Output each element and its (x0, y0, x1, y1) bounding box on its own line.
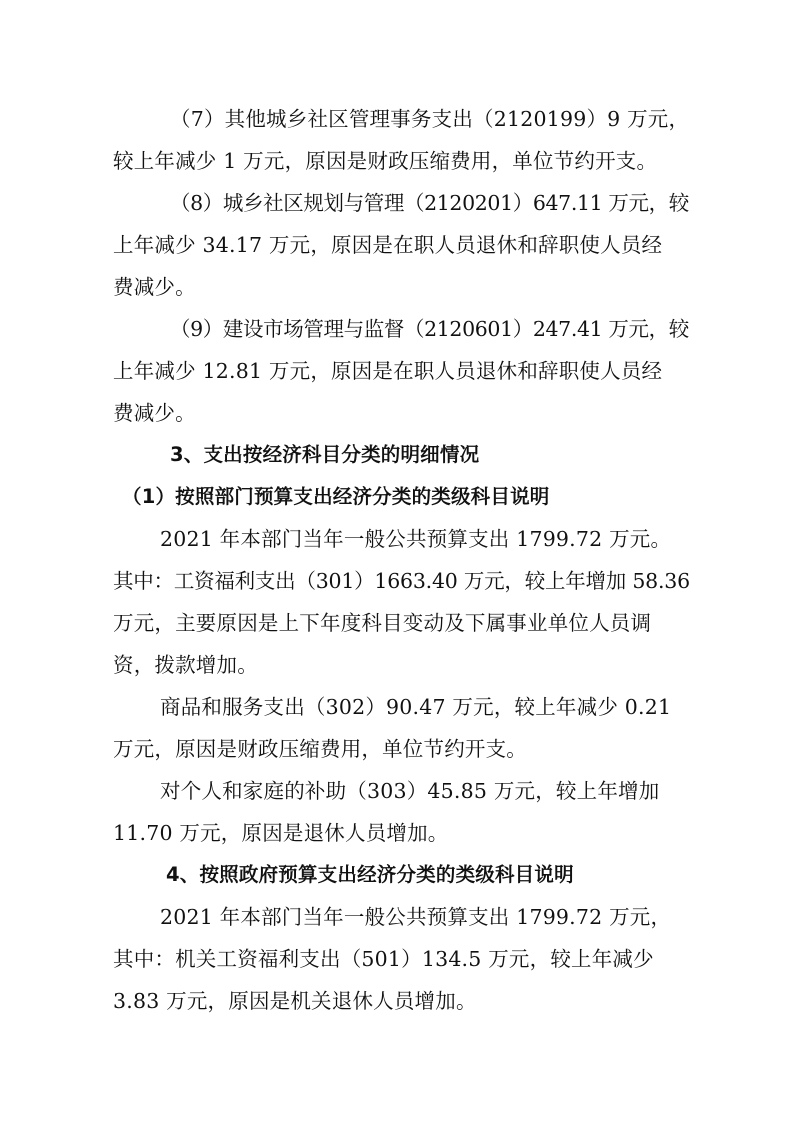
paragraph-9-line-1: （9）建设市场管理与监督（2120601）247.41 万元，较 (170, 317, 689, 341)
subsection-heading-1: （1）按照部门预算支出经济分类的类级科目说明 (122, 485, 550, 508)
paragraph-subsidy-line-1: 对个人和家庭的补助（303）45.85 万元，较上年增加 (160, 779, 660, 803)
paragraph-goods-line-2: 万元，原因是财政压缩费用，单位节约开支。 (113, 737, 527, 761)
paragraph-8-line-1: （8）城乡社区规划与管理（2120201）647.11 万元，较 (170, 191, 689, 215)
paragraph-government-line-3: 3.83 万元，原因是机关退休人员增加。 (113, 989, 477, 1013)
section-heading-4: 4、按照政府预算支出经济分类的类级科目说明 (166, 863, 574, 886)
paragraph-7-line-1: （7）其他城乡社区管理事务支出（2120199）9 万元， (170, 107, 690, 131)
paragraph-government-line-2: 其中：机关工资福利支出（501）134.5 万元，较上年减少 (113, 947, 654, 971)
paragraph-8-line-2: 上年减少 34.17 万元，原因是在职人员退休和辞职使人员经 (113, 233, 663, 257)
paragraph-subsidy-line-2: 11.70 万元，原因是退休人员增加。 (113, 821, 449, 845)
paragraph-7-line-2: 较上年减少 1 万元，原因是财政压缩费用，单位节约开支。 (113, 149, 658, 173)
paragraph-economic-line-3: 万元，主要原因是上下年度科目变动及下属事业单位人员调 (113, 611, 652, 635)
paragraph-economic-line-4: 资，拨款增加。 (113, 653, 258, 677)
paragraph-9-line-3: 费减少。 (113, 401, 196, 425)
paragraph-economic-line-2: 其中：工资福利支出（301）1663.40 万元，较上年增加 58.36 (113, 569, 690, 593)
paragraph-8-line-3: 费减少。 (113, 275, 196, 299)
paragraph-9-line-2: 上年减少 12.81 万元，原因是在职人员退休和辞职使人员经 (113, 359, 663, 383)
paragraph-government-line-1: 2021 年本部门当年一般公共预算支出 1799.72 万元， (160, 905, 672, 929)
paragraph-economic-line-1: 2021 年本部门当年一般公共预算支出 1799.72 万元。 (160, 527, 672, 551)
section-heading-3: 3、支出按经济科目分类的明细情况 (170, 443, 480, 466)
paragraph-goods-line-1: 商品和服务支出（302）90.47 万元，较上年减少 0.21 (160, 695, 672, 719)
